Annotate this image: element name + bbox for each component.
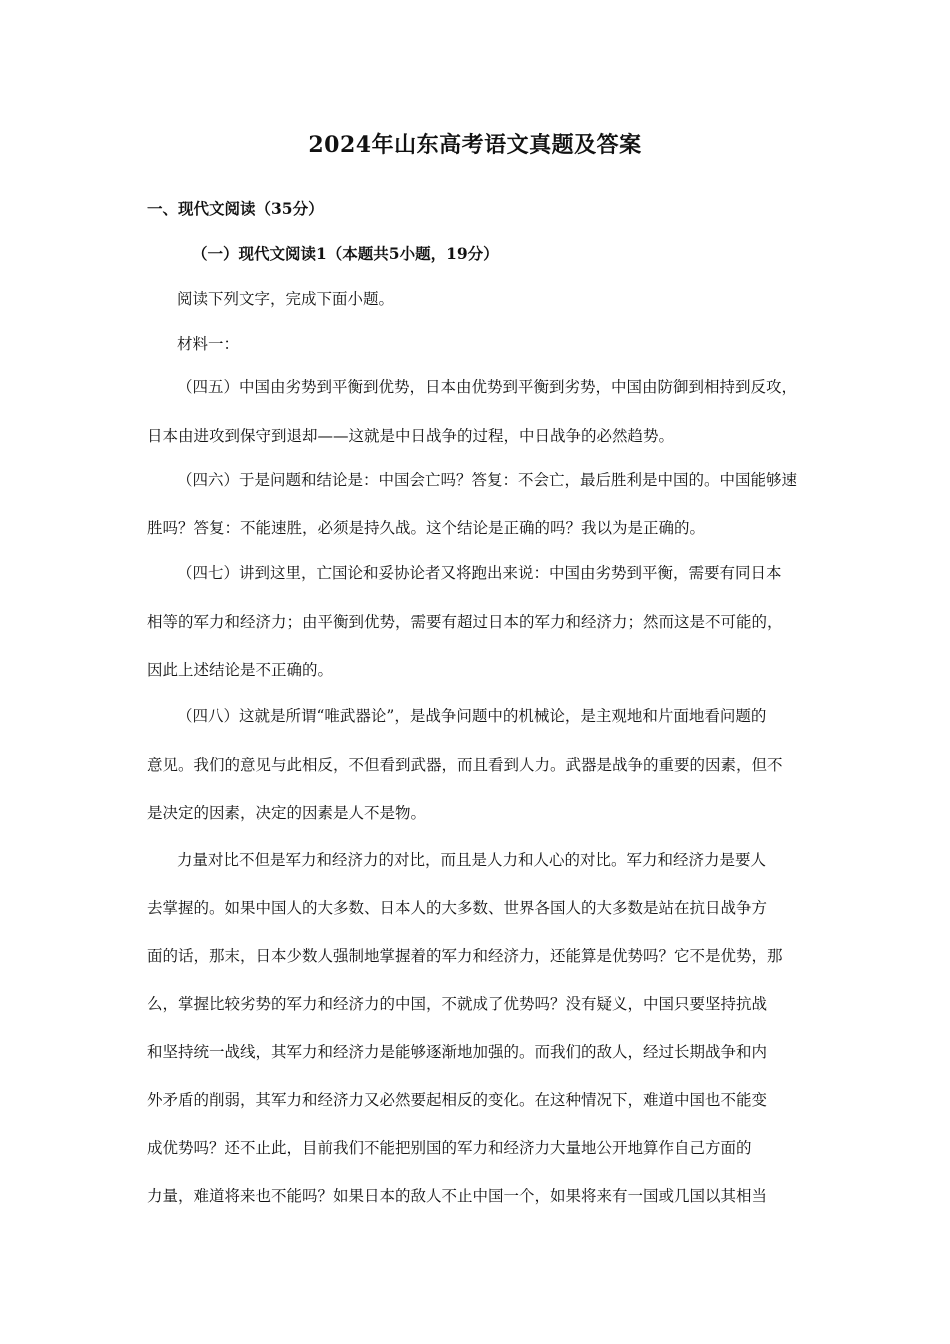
paragraph-line: 力量对比不但是军力和经济力的对比，而且是人力和人心的对比。军力和经济力是要人: [177, 851, 767, 869]
paragraph-line: 外矛盾的削弱，其军力和经济力又必然要起相反的变化。在这种情况下，难道中国也不能变: [147, 1091, 768, 1109]
paragraph-line: 和坚持统一战线，其军力和经济力是能够逐渐地加强的。而我们的敌人，经过长期战争和内: [147, 1043, 768, 1061]
document-title: 2024年山东高考语文真题及答案: [308, 132, 642, 158]
section-heading: 一、现代文阅读（35分）: [147, 199, 324, 218]
paragraph-line: 力量，难道将来也不能吗？如果日本的敌人不止中国一个，如果将来有一国或几国以其相当: [147, 1187, 768, 1205]
instruction-text: 阅读下列文字，完成下面小题。: [177, 290, 395, 308]
paragraph-line: 是决定的因素，决定的因素是人不是物。: [147, 804, 427, 822]
paragraph-line: 去掌握的。如果中国人的大多数、日本人的大多数、世界各国人的大多数是站在抗日战争方: [147, 899, 768, 917]
paragraph-line: （四八）这就是所谓“唯武器论”，是战争问题中的机械论，是主观地和片面地看问题的: [177, 707, 767, 725]
paragraph-line: （四七）讲到这里，亡国论和妥协论者又将跑出来说：中国由劣势到平衡，需要有同日本: [177, 564, 782, 582]
material-label: 材料一：: [177, 335, 240, 353]
subsection-heading: （一）现代文阅读1（本题共5小题，19分）: [192, 244, 499, 263]
paragraph-line: 因此上述结论是不正确的。: [147, 661, 334, 679]
paragraph-line: 日本由进攻到保守到退却——这就是中日战争的过程，中日战争的必然趋势。: [147, 427, 675, 445]
paragraph-line: （四六）于是问题和结论是：中国会亡吗？答复：不会亡，最后胜利是中国的。中国能够速: [177, 471, 798, 489]
paragraph-line: 胜吗？答复：不能速胜，必须是持久战。这个结论是正确的吗？我以为是正确的。: [147, 519, 706, 537]
paragraph-line: 么，掌握比较劣势的军力和经济力的中国，不就成了优势吗？没有疑义，中国只要坚持抗战: [147, 995, 768, 1013]
paragraph-line: 成优势吗？还不止此，目前我们不能把别国的军力和经济力大量地公开地算作自己方面的: [147, 1139, 752, 1157]
paragraph-line: 面的话，那末，日本少数人强制地掌握着的军力和经济力，还能算是优势吗？它不是优势，那: [147, 947, 783, 965]
paragraph-line: （四五）中国由劣势到平衡到优势，日本由优势到平衡到劣势，中国由防御到相持到反攻，: [177, 378, 798, 396]
paragraph-line: 相等的军力和经济力；由平衡到优势，需要有超过日本的军力和经济力；然而这是不可能的，: [147, 613, 783, 631]
paragraph-line: 意见。我们的意见与此相反，不但看到武器，而且看到人力。武器是战争的重要的因素，但不: [147, 756, 783, 774]
